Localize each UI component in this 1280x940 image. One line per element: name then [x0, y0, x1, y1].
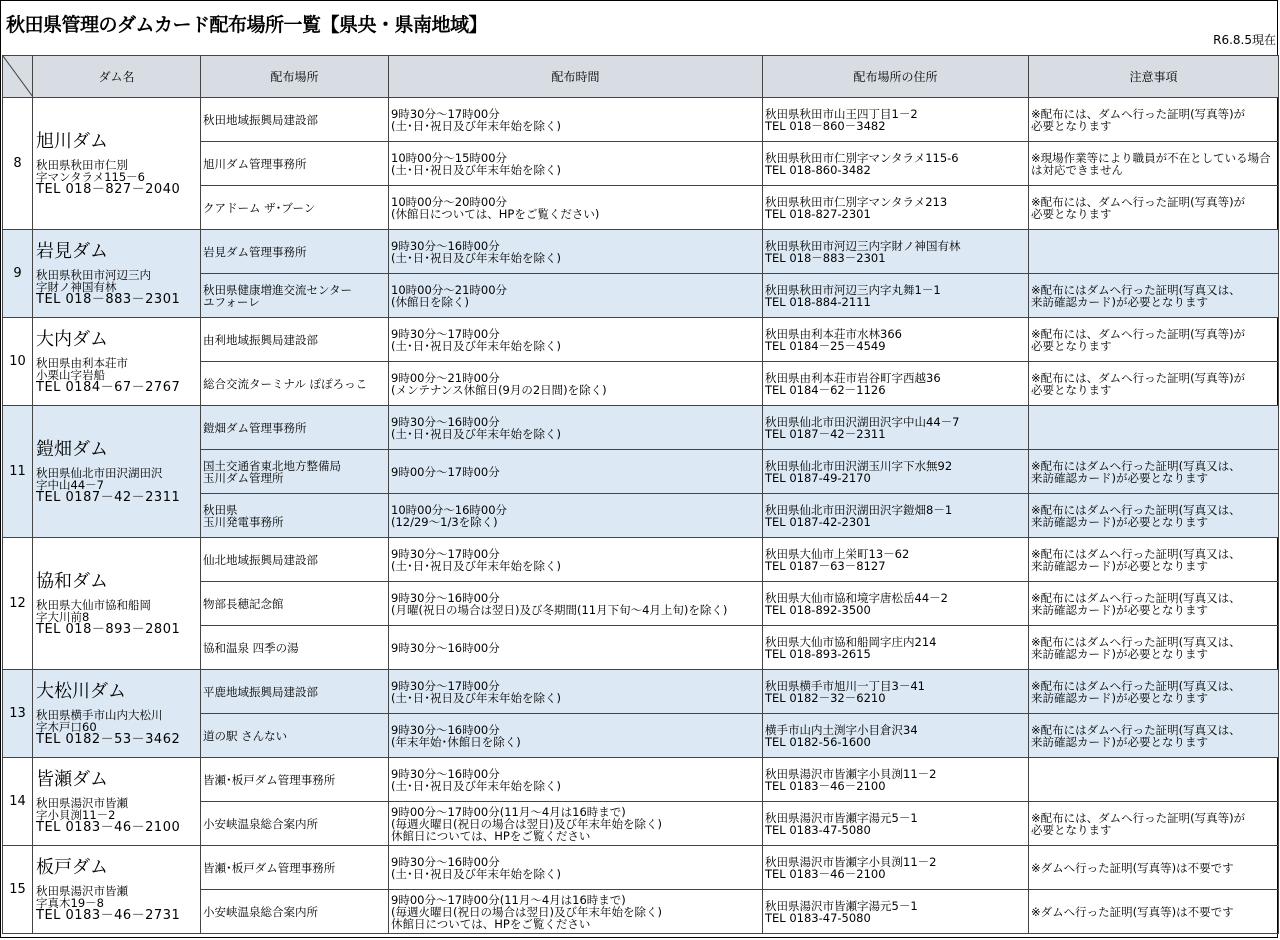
dam-number: 10 [3, 318, 33, 406]
dam-card-table [2, 55, 1279, 934]
table-body [3, 98, 1279, 934]
distribution-place: 旭川ダム管理事務所 [201, 142, 389, 186]
note: ※配布には、ダムへ行った証明(写真等)が 必要となります [1029, 318, 1279, 362]
dam-phone: TEL 0184－67－2767 [36, 379, 181, 395]
distribution-place: 協和温泉 四季の湯 [201, 626, 389, 670]
distribution-place: 皆瀬･板戸ダム管理事務所 [201, 846, 389, 890]
distribution-place: 秋田県健康増進交流センター ユフォーレ [201, 274, 389, 318]
table-row [3, 98, 1279, 142]
place-address: 秋田県湯沢市皆瀬字小貝渕11－2 TEL 0183－46－2100 [763, 846, 1029, 890]
note: ※配布には、ダムへ行った証明(写真等)が 必要となります [1029, 802, 1279, 846]
place-address: 秋田県秋田市河辺三内字財ノ神国有林 TEL 018－883－2301 [763, 230, 1029, 274]
distribution-time: 9時30分～16時00分 (年末年始･休館日を除く) [389, 714, 763, 758]
header-place: 配布場所 [201, 56, 389, 98]
dam-phone: TEL 0182－53－3462 [36, 731, 181, 747]
header-notes: 注意事項 [1029, 56, 1279, 98]
distribution-place: 由利地域振興局建設部 [201, 318, 389, 362]
corner-cell [3, 56, 33, 98]
distribution-place: 小安峡温泉総合案内所 [201, 890, 389, 934]
place-address: 秋田県大仙市上栄町13－62 TEL 0187－63－8127 [763, 538, 1029, 582]
note: ※配布には、ダムへ行った証明(写真等)が 必要となります [1029, 362, 1279, 406]
distribution-time: 9時30分～17時00分 (土･日･祝日及び年末年始を除く) [389, 318, 763, 362]
dam-phone: TEL 0187－42－2311 [36, 489, 181, 505]
note: ※配布には、ダムへ行った証明(写真等)が 必要となります [1029, 186, 1279, 230]
place-address: 秋田県秋田市仁別字マンタラメ115-6 TEL 018-860-3482 [763, 142, 1029, 186]
dam-name: 鎧畑ダム [36, 438, 108, 460]
note: ※配布にはダムへ行った証明(写真又は、 来訪確認カード)が必要となります [1029, 494, 1279, 538]
place-address: 秋田県秋田市河辺三内字丸舞1－1 TEL 018-884-2111 [763, 274, 1029, 318]
dam-address: 秋田県湯沢市皆瀬 字真木19－8 [36, 883, 128, 910]
dam-address: 秋田県大仙市協和船岡 字大川前8 [36, 597, 151, 624]
dam-number: 14 [3, 758, 33, 846]
dam-info-cell [33, 406, 201, 538]
distribution-time: 10時00分～20時00分 (休館日については、HPをご覧ください) [389, 186, 763, 230]
distribution-time: 9時30分～17時00分 (土･日･祝日及び年末年始を除く) [389, 98, 763, 142]
note: ※配布にはダムへ行った証明(写真又は、 来訪確認カード)が必要となります [1029, 714, 1279, 758]
place-address: 秋田県湯沢市皆瀬字湯元5－1 TEL 0183-47-5080 [763, 890, 1029, 934]
note: ※配布にはダムへ行った証明(写真又は、 来訪確認カード)が必要となります [1029, 670, 1279, 714]
dam-number: 9 [3, 230, 33, 318]
table-row [3, 758, 1279, 802]
diagonal-line [3, 56, 33, 97]
dam-name: 岩見ダム [36, 240, 108, 262]
dam-number: 15 [3, 846, 33, 934]
place-address: 秋田県仙北市田沢湖田沢字鎧畑8－1 TEL 0187-42-2301 [763, 494, 1029, 538]
dam-info-cell [33, 230, 201, 318]
distribution-place: 平鹿地域振興局建設部 [201, 670, 389, 714]
place-address: 秋田県大仙市協和境字唐松岳44－2 TEL 018-892-3500 [763, 582, 1029, 626]
place-address: 秋田県仙北市田沢湖田沢字中山44－7 TEL 0187－42－2311 [763, 406, 1029, 450]
place-address: 横手市山内土渕字小目倉沢34 TEL 0182-56-1600 [763, 714, 1029, 758]
dam-address: 秋田県由利本荘市 小栗山字岩船 [36, 355, 128, 382]
distribution-place: 鎧畑ダム管理事務所 [201, 406, 389, 450]
dam-info-cell [33, 846, 201, 934]
dam-address: 秋田県仙北市田沢湖田沢 字中山44－7 [36, 465, 163, 492]
header-dam-name: ダム名 [33, 56, 201, 98]
dam-name: 旭川ダム [36, 130, 108, 152]
note: ※ダムへ行った証明(写真等)は不要です [1029, 846, 1279, 890]
distribution-place: 仙北地域振興局建設部 [201, 538, 389, 582]
dam-name: 板戸ダム [36, 856, 108, 878]
distribution-time: 9時30分～16時00分 (土･日･祝日及び年末年始を除く) [389, 758, 763, 802]
distribution-place: 小安峡温泉総合案内所 [201, 802, 389, 846]
place-address: 秋田県湯沢市皆瀬字小貝渕11－2 TEL 0183－46－2100 [763, 758, 1029, 802]
dam-phone: TEL 0183－46－2100 [36, 819, 181, 835]
distribution-time: 9時30分～16時00分 (土･日･祝日及び年末年始を除く) [389, 846, 763, 890]
header-address: 配布場所の住所 [763, 56, 1029, 98]
distribution-place: 物部長穂記念館 [201, 582, 389, 626]
dam-number: 13 [3, 670, 33, 758]
dam-name: 大内ダム [36, 328, 108, 350]
dam-info-cell [33, 538, 201, 670]
place-address: 秋田県秋田市仁別字マンタラメ213 TEL 018-827-2301 [763, 186, 1029, 230]
distribution-place: 秋田地域振興局建設部 [201, 98, 389, 142]
dam-address: 秋田県秋田市仁別 字マンタラメ115－6 [36, 157, 145, 184]
as-of-date: R6.8.5現在 [1213, 33, 1276, 47]
note: ※配布にはダムへ行った証明(写真又は、 来訪確認カード)が必要となります [1029, 538, 1279, 582]
table-row [3, 318, 1279, 362]
dam-number: 8 [3, 98, 33, 230]
dam-info-cell [33, 670, 201, 758]
note [1029, 406, 1279, 450]
table-row [3, 230, 1279, 274]
table-row [3, 846, 1279, 890]
dam-name: 大松川ダム [36, 680, 126, 702]
distribution-place: クアドーム ザ･ブーン [201, 186, 389, 230]
distribution-place: 国土交通省東北地方整備局 玉川ダム管理所 [201, 450, 389, 494]
place-address: 秋田県仙北市田沢湖玉川字下水無92 TEL 0187-49-2170 [763, 450, 1029, 494]
table-row [3, 406, 1279, 450]
distribution-time: 10時00分～16時00分 (12/29～1/3を除く) [389, 494, 763, 538]
dam-phone: TEL 0183－46－2731 [36, 907, 181, 923]
dam-info-cell [33, 758, 201, 846]
distribution-time: 9時30分～16時00分 (土･日･祝日及び年末年始を除く) [389, 406, 763, 450]
distribution-time: 9時30分～17時00分 (土･日･祝日及び年末年始を除く) [389, 538, 763, 582]
dam-phone: TEL 018－827－2040 [36, 181, 181, 197]
dam-info-cell [33, 318, 201, 406]
note: ※ダムへ行った証明(写真等)は不要です [1029, 890, 1279, 934]
note: ※配布にはダムへ行った証明(写真又は、 来訪確認カード)が必要となります [1029, 274, 1279, 318]
dam-info-cell [33, 98, 201, 230]
distribution-time: 9時00分～17時00分 [389, 450, 763, 494]
dam-phone: TEL 018－883－2301 [36, 291, 181, 307]
distribution-time: 9時00分～21時00分 (メンテナンス休館日(9月の2日間)を除く) [389, 362, 763, 406]
place-address: 秋田県湯沢市皆瀬字湯元5－1 TEL 0183-47-5080 [763, 802, 1029, 846]
place-address: 秋田県秋田市山王四丁目1－2 TEL 018－860－3482 [763, 98, 1029, 142]
header-time: 配布時間 [389, 56, 763, 98]
dam-address: 秋田県秋田市河辺三内 字財ノ神国有林 [36, 267, 151, 294]
distribution-place: 道の駅 さんない [201, 714, 389, 758]
place-address: 秋田県由利本荘市水林366 TEL 0184－25－4549 [763, 318, 1029, 362]
dam-number: 12 [3, 538, 33, 670]
place-address: 秋田県横手市旭川一丁目3－41 TEL 0182－32－6210 [763, 670, 1029, 714]
dam-number: 11 [3, 406, 33, 538]
dam-phone: TEL 018－893－2801 [36, 621, 181, 637]
page-title: 秋田県管理のダムカード配布場所一覧【県央・県南地域】 [6, 14, 488, 36]
note: ※配布にはダムへ行った証明(写真又は、 来訪確認カード)が必要となります [1029, 626, 1279, 670]
dam-name: 協和ダム [36, 570, 108, 592]
note [1029, 758, 1279, 802]
note: ※現場作業等により職員が不在としている場合 は対応できません [1029, 142, 1279, 186]
dam-name: 皆瀬ダム [36, 768, 108, 790]
distribution-time: 10時00分～21時00分 (休館日を除く) [389, 274, 763, 318]
dam-address: 秋田県湯沢市皆瀬 字小貝渕11－2 [36, 795, 128, 822]
distribution-time: 9時30分～16時00分 (土･日･祝日及び年末年始を除く) [389, 230, 763, 274]
distribution-time: 9時30分～17時00分 (土･日･祝日及び年末年始を除く) [389, 670, 763, 714]
distribution-time: 9時30分～16時00分 (月曜(祝日の場合は翌日)及び冬期間(11月下旬～4月上旬)を除く) [389, 582, 763, 626]
distribution-place: 皆瀬･板戸ダム管理事務所 [201, 758, 389, 802]
note: ※配布には、ダムへ行った証明(写真等)が 必要となります [1029, 98, 1279, 142]
table-row [3, 670, 1279, 714]
distribution-time: 9時00分～17時00分(11月～4月は16時まで) (毎週火曜日(祝日の場合は翌日)及び年末年始を除く) 休館日については、HPをご覧ください [389, 802, 763, 846]
dam-address: 秋田県横手市山内大松川 字木戸口60 [36, 707, 163, 734]
distribution-place: 総合交流ターミナル ぽぽろっこ [201, 362, 389, 406]
place-address: 秋田県大仙市協和船岡字庄内214 TEL 018-893-2615 [763, 626, 1029, 670]
note [1029, 230, 1279, 274]
distribution-time: 9時00分～17時00分(11月～4月は16時まで) (毎週火曜日(祝日の場合は翌日)及び年末年始を除く) 休館日については、HPをご覧ください [389, 890, 763, 934]
distribution-place: 岩見ダム管理事務所 [201, 230, 389, 274]
distribution-time: 9時30分～16時00分 [389, 626, 763, 670]
note: ※配布にはダムへ行った証明(写真又は、 来訪確認カード)が必要となります [1029, 582, 1279, 626]
place-address: 秋田県由利本荘市岩谷町字西越36 TEL 0184－62－1126 [763, 362, 1029, 406]
note: ※配布にはダムへ行った証明(写真又は、 来訪確認カード)が必要となります [1029, 450, 1279, 494]
table-row [3, 538, 1279, 582]
distribution-place: 秋田県 玉川発電事務所 [201, 494, 389, 538]
distribution-time: 10時00分～15時00分 (土･日･祝日及び年末年始を除く) [389, 142, 763, 186]
